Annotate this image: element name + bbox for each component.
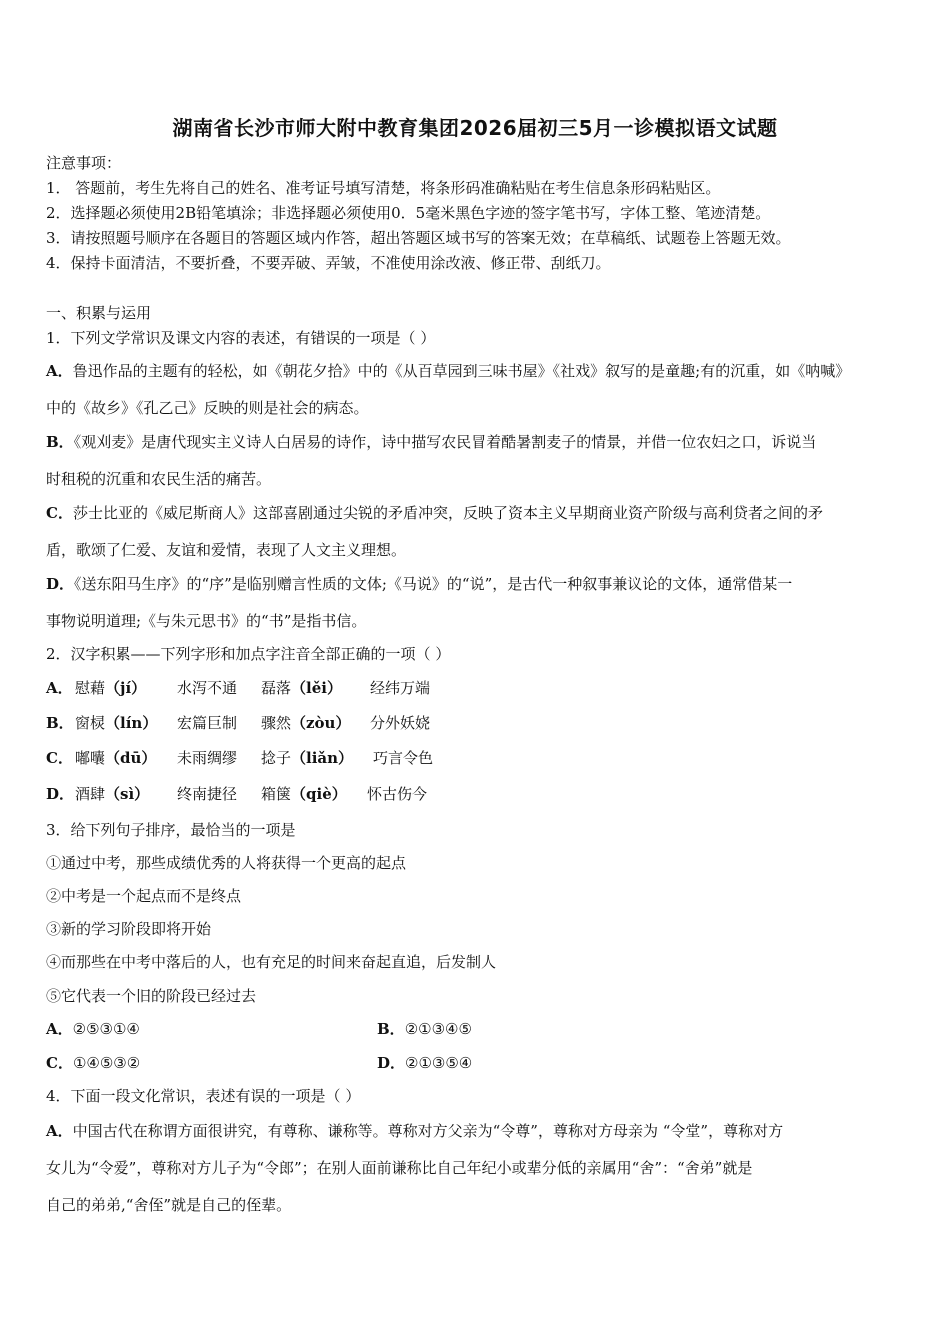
q1-option-a-text-1: 鲁迅作品的主题有的轻松，如《朝花夕拾》中的《从百草园到三味书屋》《社戏》叙写的是童趣;有的沉重，如《呐喊》 bbox=[72, 362, 851, 380]
q3-option-a-text: ②⑤③①④ bbox=[72, 1020, 140, 1038]
q2-b-word-1: 窗棂（lín） bbox=[75, 714, 158, 732]
option-label: A． bbox=[46, 1122, 73, 1140]
q2-a-word-2: 水泻不通 bbox=[177, 679, 238, 697]
q4-stem: 4．下面一段文化常识，表述有误的一项是（ ） bbox=[46, 1087, 361, 1105]
q1-option-c-text-1: 莎士比亚的《威尼斯商人》这部喜剧通过尖锐的矛盾冲突，反映了资本主义早期商业资产阶级与高利贷者之间的矛 bbox=[72, 504, 823, 522]
q1-option-c-text-2: 盾，歌颂了仁爱、友谊和爱情，表现了人文主义理想。 bbox=[46, 541, 407, 559]
notice-item-1: 1． 答题前，考生先将自己的姓名、准考证号填写清楚，将条形码准确粘贴在考生信息条形码粘贴区。 bbox=[46, 179, 721, 197]
option-label: B． bbox=[46, 433, 74, 451]
q1-option-a bbox=[46, 360, 850, 381]
q3-option-d-text: ②①③⑤④ bbox=[405, 1054, 473, 1072]
q3-option-c bbox=[46, 1052, 140, 1073]
q2-b-word-3: 骤然（zòu） bbox=[261, 714, 351, 732]
q3-option-a bbox=[46, 1018, 140, 1039]
q4-option-a-text-1: 中国古代在称谓方面很讲究，有尊称、谦称等。尊称对方父亲为“令尊”，尊称对方母亲为 “令堂”，尊称对方 bbox=[72, 1122, 784, 1140]
option-label: A． bbox=[46, 1020, 73, 1038]
q1-option-d-text-1: 《送东阳马生序》的“序”是临别赠言性质的文体;《马说》的“说”，是古代一种叙事兼议论的文体，通常借某一 bbox=[74, 575, 793, 593]
q2-c-word-3: 捻子（liǎn） bbox=[261, 749, 354, 767]
q1-stem: 1．下列文学常识及课文内容的表述，有错误的一项是（ ） bbox=[46, 329, 436, 347]
q3-option-b-text: ②①③④⑤ bbox=[404, 1020, 472, 1038]
option-label: D． bbox=[46, 575, 75, 593]
q1-option-c bbox=[46, 502, 823, 523]
q1-option-b-text-2: 时租税的沉重和农民生活的痛苦。 bbox=[46, 470, 272, 488]
notice-item-2: 2．选择题必须使用2B铅笔填涂；非选择题必须使用0．5毫米黑色字迹的签字笔书写，字体工整、笔迹清楚。 bbox=[46, 204, 771, 222]
q4-option-a bbox=[46, 1120, 783, 1141]
q3-option-b bbox=[377, 1018, 472, 1039]
q2-d-word-1: 酒肆（sì） bbox=[75, 785, 150, 803]
q2-a-word-3: 磊落（lěi） bbox=[261, 679, 342, 697]
q3-sentence-5: ⑤它代表一个旧的阶段已经过去 bbox=[46, 987, 257, 1005]
q1-option-a-text-2: 中的《故乡》《孔乙己》反映的则是社会的病态。 bbox=[46, 399, 369, 417]
q4-option-a-text-3: 自己的弟弟,“舍侄”就是自己的侄辈。 bbox=[46, 1196, 292, 1214]
q2-b-word-2: 宏篇巨制 bbox=[177, 714, 238, 732]
option-label: C． bbox=[46, 749, 73, 767]
q2-a-word-4: 经纬万端 bbox=[370, 679, 431, 697]
q1-option-d bbox=[46, 573, 792, 594]
notice-item-4: 4．保持卡面清洁，不要折叠，不要弄破、弄皱，不准使用涂改液、修正带、刮纸刀。 bbox=[46, 254, 611, 272]
q1-option-d-text-2: 事物说明道理;《与朱元思书》的“书”是指书信。 bbox=[46, 612, 367, 630]
q3-sentence-1: ①通过中考，那些成绩优秀的人将获得一个更高的起点 bbox=[46, 854, 407, 872]
option-label: B． bbox=[46, 714, 74, 732]
q2-d-word-2: 终南捷径 bbox=[177, 785, 238, 803]
option-label: C． bbox=[46, 1054, 73, 1072]
q2-d-word-4: 怀古伤今 bbox=[367, 785, 428, 803]
q2-stem: 2．汉字积累——下列字形和加点字注音全部正确的一项（ ） bbox=[46, 645, 451, 663]
q1-option-b bbox=[46, 431, 816, 452]
q2-c-word-2: 未雨绸缪 bbox=[177, 749, 238, 767]
q2-d-word-3: 箱箧（qiè） bbox=[261, 785, 347, 803]
option-label: D． bbox=[46, 785, 75, 803]
q3-option-d bbox=[377, 1052, 472, 1073]
q4-option-a-text-2: 女儿为“令爱”，尊称对方儿子为“令郎”；在别人面前谦称比自己年纪小或辈分低的亲属用“舍”：“舍弟”就是 bbox=[46, 1159, 753, 1177]
option-label: A． bbox=[46, 362, 73, 380]
page-title: 湖南省长沙市师大附中教育集团2026届初三5月一诊模拟语文试题 bbox=[172, 116, 778, 140]
q2-b-word-4: 分外妖娆 bbox=[370, 714, 431, 732]
q2-c-word-4: 巧言令色 bbox=[373, 749, 434, 767]
section-heading: 一、积累与运用 bbox=[46, 304, 152, 322]
q3-sentence-2: ②中考是一个起点而不是终点 bbox=[46, 887, 242, 905]
notice-heading: 注意事项： bbox=[46, 154, 122, 172]
option-label: A． bbox=[46, 679, 73, 697]
option-label: D． bbox=[377, 1054, 406, 1072]
q2-a-word-1: 慰藉（jí） bbox=[75, 679, 147, 697]
q1-option-b-text-1: 《观刈麦》是唐代现实主义诗人白居易的诗作，诗中描写农民冒着酷暑割麦子的情景，并借一位农妇之口，诉说当 bbox=[73, 433, 817, 451]
q3-option-c-text: ①④⑤③② bbox=[72, 1054, 141, 1072]
q3-sentence-3: ③新的学习阶段即将开始 bbox=[46, 920, 212, 938]
notice-item-3: 3．请按照题号顺序在各题目的答题区域内作答，超出答题区域书写的答案无效；在草稿纸、试题卷上答题无效。 bbox=[46, 229, 791, 247]
q3-stem: 3．给下列句子排序，最恰当的一项是 bbox=[46, 821, 296, 839]
q2-c-word-1: 嘟囔（dū） bbox=[75, 749, 157, 767]
option-label: C． bbox=[46, 504, 73, 522]
option-label: B． bbox=[377, 1020, 405, 1038]
q3-sentence-4: ④而那些在中考中落后的人，也有充足的时间来奋起直追，后发制人 bbox=[46, 953, 497, 971]
